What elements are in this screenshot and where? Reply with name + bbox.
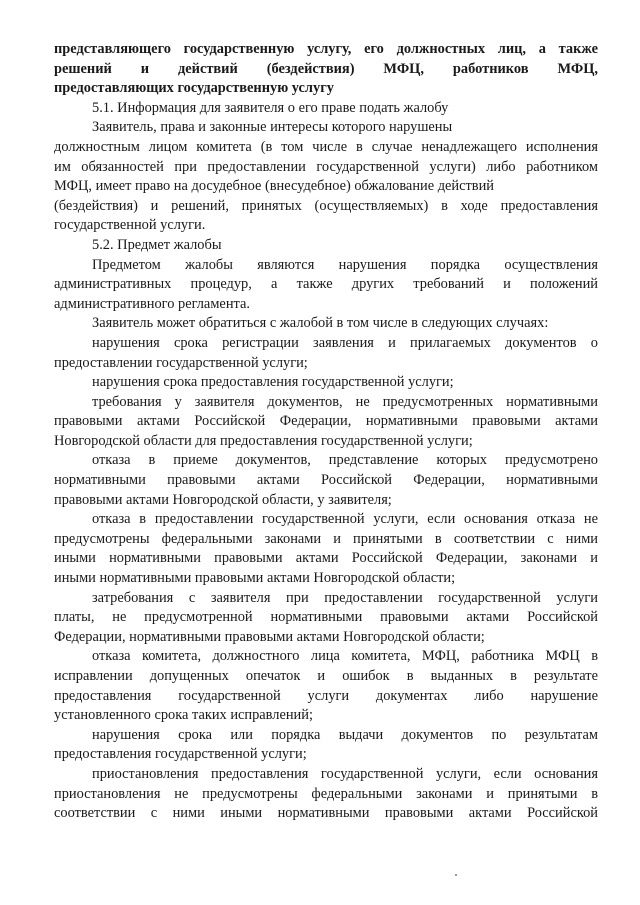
case-line: иными нормативными правовыми актами Российской Федерации, законами и xyxy=(54,550,598,567)
case-line: соответствии с ними иными нормативными правовыми актами Российской xyxy=(54,805,598,822)
case-line: платы, не предусмотренной нормативными правовыми актами Российской xyxy=(54,609,598,626)
paragraph-line: Заявитель, права и законные интересы которого нарушены xyxy=(92,119,453,136)
paragraph-line: должностным лицом комитета (в том числе в случае ненадлежащего исполнения xyxy=(54,138,598,155)
case-line: иными нормативными правовыми актами Новгородской области; xyxy=(54,570,456,587)
paragraph-line: (бездействия) и решений, принятых (осуществляемых) в ходе предоставления xyxy=(54,197,598,214)
case-line: предоставления государственной услуги; xyxy=(54,746,307,763)
heading-line: представляющего государственную услугу, его должностных лиц, а также xyxy=(54,41,598,57)
case-line: отказа в приеме документов, представление которых предусмотрено xyxy=(92,452,598,469)
paragraph-line: им обязанностей при предоставлении государственной услуги) либо работником xyxy=(54,158,598,175)
case-line: правовыми актами Новгородской области, у заявителя; xyxy=(54,491,392,508)
document-page xyxy=(54,40,598,824)
case-line: затребования с заявителя при предоставлении государственной услуги xyxy=(92,589,598,606)
case-line: отказа комитета, должностного лица комитета, МФЦ, работника МФЦ в xyxy=(92,648,598,665)
paragraph-line: административного регламента. xyxy=(54,295,250,312)
case-line: предоставления государственной услуги документах либо нарушение xyxy=(54,687,598,704)
paragraph-line: МФЦ, имеет право на досудебное (внесудебное) обжалование действий xyxy=(54,178,494,195)
case-line: предоставлении государственной услуги; xyxy=(54,354,308,371)
paragraph-line: административных процедур, а также других требований и положений xyxy=(54,276,598,293)
scan-speck xyxy=(455,874,457,876)
case-line: нарушения срока предоставления государственной услуги; xyxy=(92,374,454,391)
case-line: отказа в предоставлении государственной услуги, если основания отказа не xyxy=(92,511,598,528)
case-line: нормативными правовыми актами Российской Федерации, нормативными xyxy=(54,472,598,489)
section-5-1-title: 5.1. Информация для заявителя о его праве подать жалобу xyxy=(92,99,449,116)
case-line: требования у заявителя документов, не предусмотренных нормативными xyxy=(92,393,598,410)
case-line: исправлении допущенных опечаток и ошибок в выданных в результате xyxy=(54,668,598,684)
case-line: Федерации, нормативными правовыми актами Новгородской области; xyxy=(54,628,485,645)
case-line: приостановления предоставления государственной услуги, если основания xyxy=(92,765,598,782)
case-line: Новгородской области для предоставления государственной услуги; xyxy=(54,432,473,449)
case-line: приостановления не предусмотрены федеральными законами и принятыми в xyxy=(54,785,598,802)
case-line: установленного срока таких исправлений; xyxy=(54,707,313,724)
case-line: нарушения срока или порядка выдачи документов по результатам xyxy=(92,726,598,743)
case-line: нарушения срока регистрации заявления и прилагаемых документов о xyxy=(92,334,598,351)
heading-line: решений и действий (бездействия) МФЦ, работников МФЦ, xyxy=(54,60,598,77)
section-5-2-title: 5.2. Предмет жалобы xyxy=(92,236,222,253)
heading-line: предоставляющих государственную услугу xyxy=(54,80,334,97)
case-line: предусмотрены федеральными законами и принятыми в соответствии с ними xyxy=(54,530,598,547)
cases-intro: Заявитель может обратиться с жалобой в том числе в следующих случаях: xyxy=(92,315,549,332)
paragraph-line: Предметом жалобы являются нарушения порядка осуществления xyxy=(92,256,598,273)
case-line: правовыми актами Российской Федерации, нормативными правовыми актами xyxy=(54,413,598,430)
paragraph-line: государственной услуги. xyxy=(54,217,206,234)
